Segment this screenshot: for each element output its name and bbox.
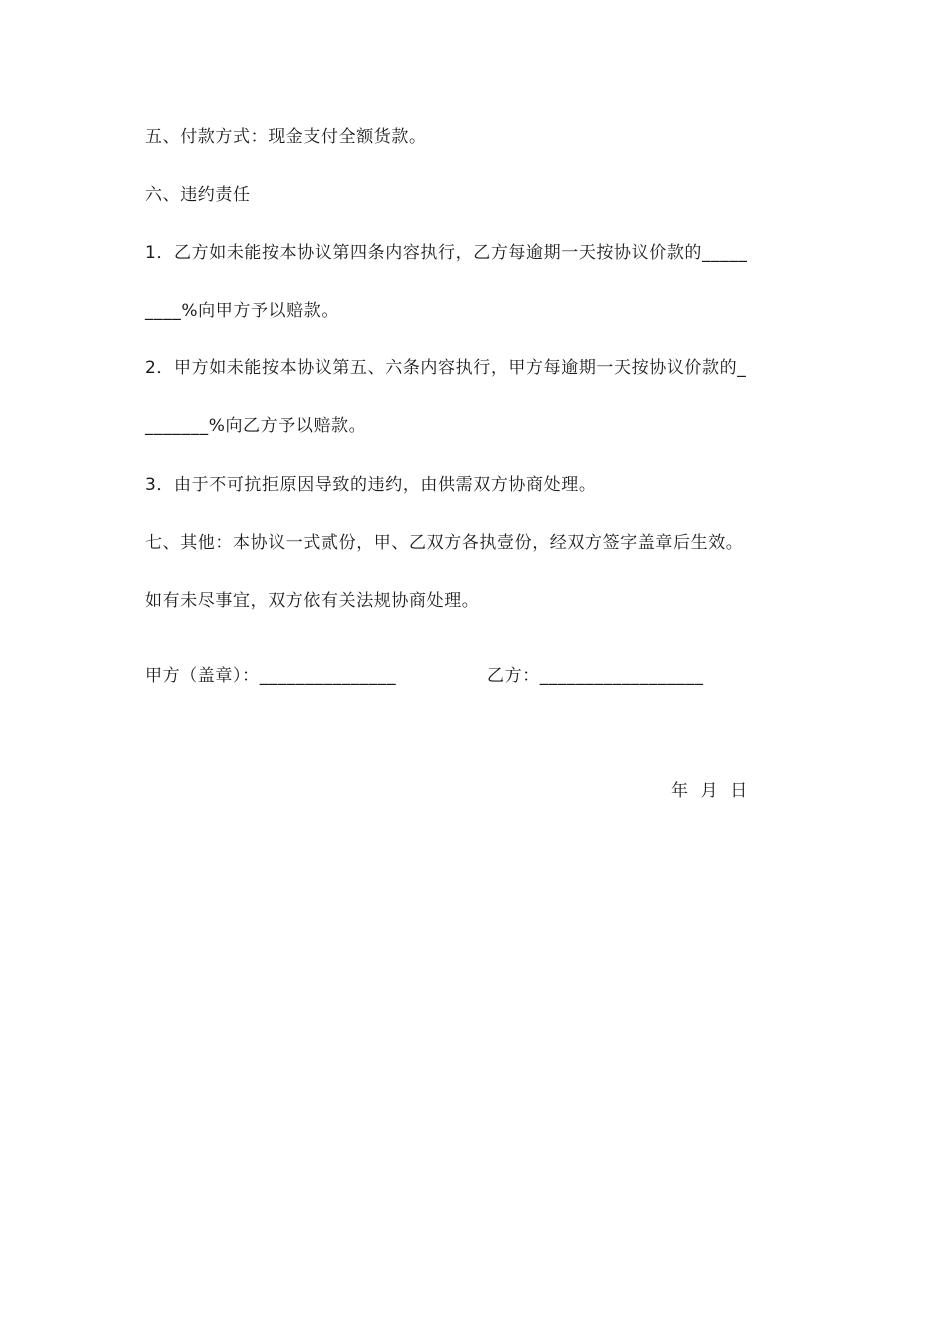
signature-date: 年 月 日 — [671, 781, 748, 801]
clause-liability-item-3: 3．由于不可抗拒原因导致的违约，由供需双方协商处理。 — [145, 475, 597, 495]
clause-liability-heading: 六、违约责任 — [145, 185, 251, 205]
clause-payment-method: 五、付款方式：现金支付全额货款。 — [145, 127, 427, 147]
clause-liability-item-1-cont: ____%向甲方予以赔款。 — [145, 301, 339, 321]
signature-party-b: 乙方：__________________ — [487, 666, 704, 686]
clause-other: 七、其他：本协议一式贰份，甲、乙双方各执壹份，经双方签字盖章后生效。 — [145, 533, 744, 553]
clause-liability-item-2: 2．甲方如未能按本协议第五、六条内容执行，甲方每逾期一天按协议价款的_ — [145, 358, 747, 378]
clause-other-cont: 如有未尽事宜，双方依有关法规协商处理。 — [145, 591, 480, 611]
clause-liability-item-2-cont: _______%向乙方予以赔款。 — [145, 416, 367, 436]
signature-party-a: 甲方（盖章）：_______________ — [145, 666, 397, 686]
clause-liability-item-1: 1．乙方如未能按本协议第四条内容执行，乙方每逾期一天按协议价款的_____ — [145, 243, 748, 263]
